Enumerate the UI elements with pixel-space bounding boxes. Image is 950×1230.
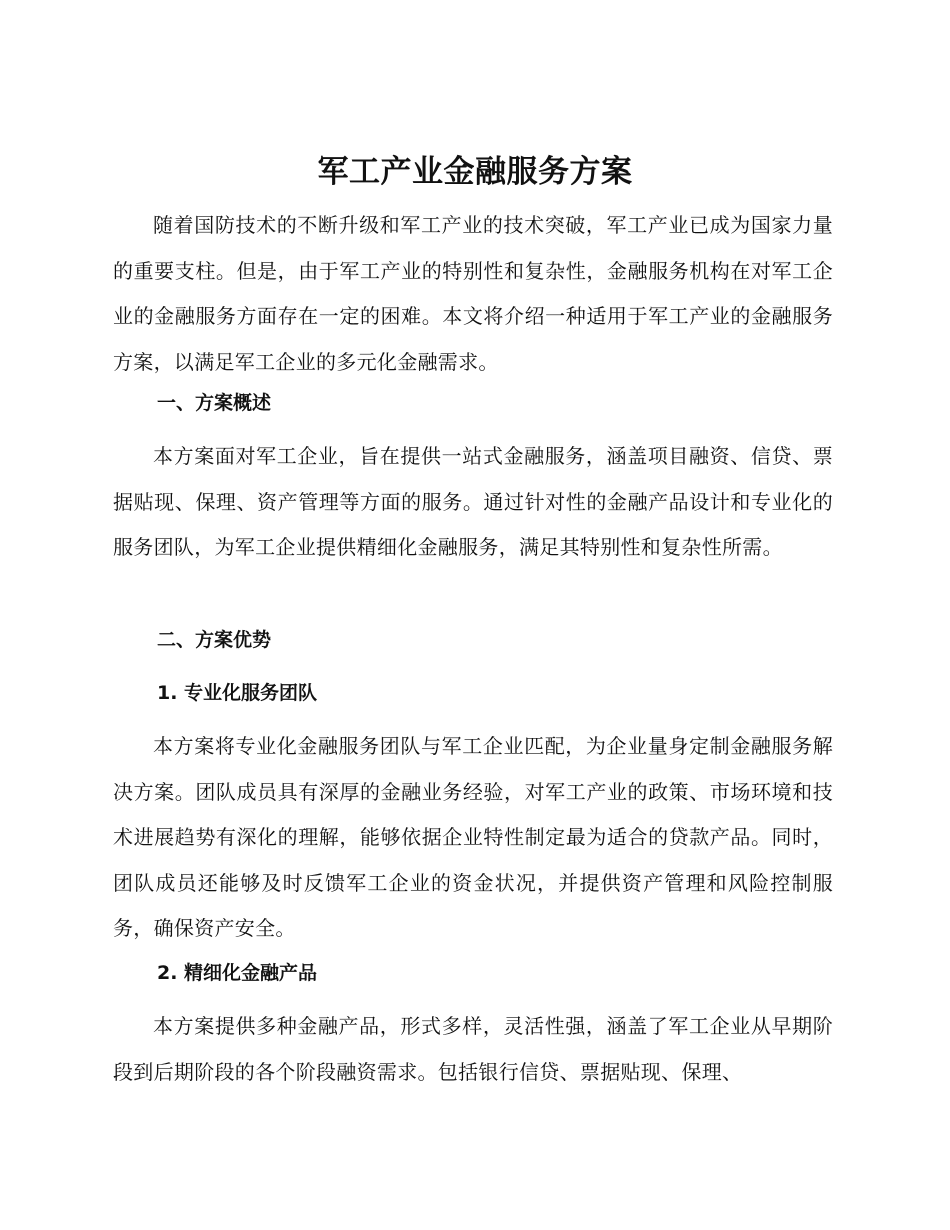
overview-paragraph: 本方案面对军工企业，旨在提供一站式金融服务，涵盖项目融资、信贷、票据贴现、保理、资产管理等方面的服务。通过针对性的金融产品设计和专业化的服务团队，为军工企业提供精细化金融服务，满足其特别性和复杂性所需。 (113, 444, 833, 559)
subsection-heading-team: 1. 专业化服务团队 (157, 682, 318, 704)
section-heading-overview: 一、方案概述 (157, 392, 272, 414)
intro-paragraph: 随着国防技术的不断升级和军工产业的技术突破，军工产业已成为国家力量的重要支柱。但是，由于军工产业的特别性和复杂性，金融服务机构在对军工企业的金融服务方面存在一定的困难。本文将介绍一种适用于军工产业的金融服务方案，以满足军工企业的多元化金融需求。 (113, 213, 833, 374)
subsection-heading-products: 2. 精细化金融产品 (157, 962, 318, 984)
section-heading-advantages: 二、方案优势 (157, 629, 272, 651)
document-title: 军工产业金融服务方案 (317, 154, 633, 190)
team-paragraph: 本方案将专业化金融服务团队与军工企业匹配，为企业量身定制金融服务解决方案。团队成员具有深厚的金融业务经验，对军工产业的政策、市场环境和技术进展趋势有深化的理解，能够依据企业特性制定最为适合的贷款产品。同时，团队成员还能够及时反馈军工企业的资金状况，并提供资产管理和风险控制服务，确保资产安全。 (113, 734, 833, 940)
products-paragraph: 本方案提供多种金融产品，形式多样，灵活性强，涵盖了军工企业从早期阶段到后期阶段的各个阶段融资需求。包括银行信贷、票据贴现、保理、 (113, 1014, 833, 1084)
